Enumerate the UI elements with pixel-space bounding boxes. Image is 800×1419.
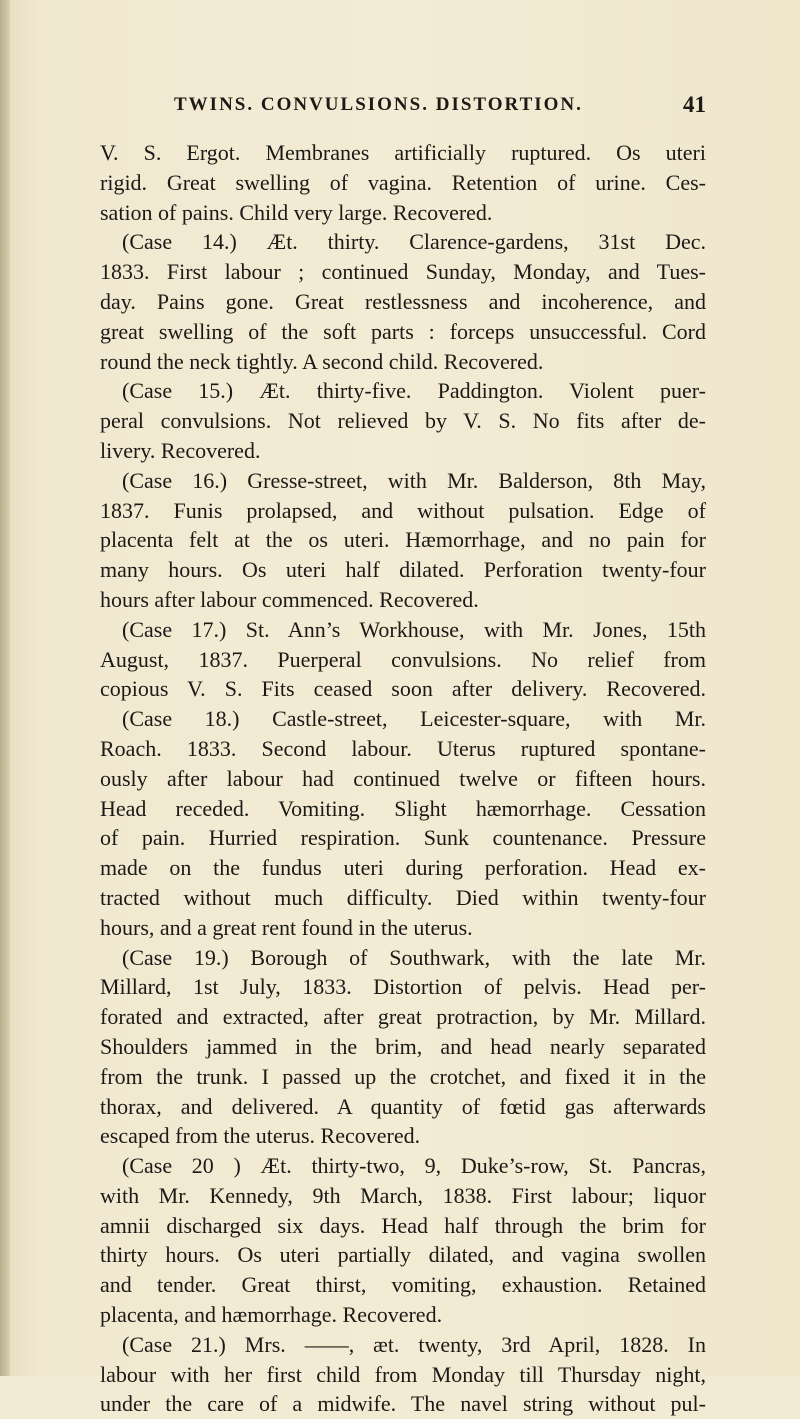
text-line: Roach. 1833. Second labour. Uterus ruptured spontane- <box>100 735 706 761</box>
text-line: copious V. S. Fits ceased soon after delivery. Recovered. <box>100 676 706 702</box>
text-line: Shoulders jammed in the brim, and head nearly separated <box>100 1033 706 1059</box>
text-line: livery. Recovered. <box>100 437 261 463</box>
text-line: (Case 17.) St. Ann’s Workhouse, with Mr. Jones, 15th <box>122 616 706 642</box>
body-text <box>100 138 706 1419</box>
text-line: (Case 21.) Mrs. ——, æt. twenty, 3rd April, 1828. In <box>122 1331 706 1357</box>
text-line: V. S. Ergot. Membranes artificially ruptured. Os uteri <box>100 140 706 165</box>
text-line: tracted without much difficulty. Died within twenty-four <box>100 884 706 910</box>
text-line: round the neck tightly. A second child. Recovered. <box>100 348 544 374</box>
text-line: hours, and a great rent found in the uterus. <box>100 914 473 940</box>
text-line: (Case 16.) Gresse-street, with Mr. Balderson, 8th May, <box>122 467 706 493</box>
text-line: escaped from the uterus. Recovered. <box>100 1123 421 1149</box>
text-line: forated and extracted, after great protraction, by Mr. Millard. <box>100 1004 706 1030</box>
text-line: with Mr. Kennedy, 9th March, 1838. First labour; liquor <box>100 1182 706 1208</box>
page-binding-edge <box>0 0 10 1376</box>
text-line: of pain. Hurried respiration. Sunk countenance. Pressure <box>100 825 706 851</box>
text-line: (Case 14.) Æt. thirty. Clarence-gardens, 31st Dec. <box>122 229 706 255</box>
text-line: from the trunk. I passed up the crotchet, and fixed it in the <box>100 1063 706 1089</box>
text-line: placenta, and hæmorrhage. Recovered. <box>100 1302 443 1328</box>
text-line: great swelling of the soft parts : forceps unsuccessful. Cord <box>100 318 706 344</box>
page-header <box>100 94 706 124</box>
text-line: sation of pains. Child very large. Recovered. <box>100 199 493 225</box>
text-line: thirty hours. Os uteri partially dilated, and vagina swollen <box>100 1242 706 1268</box>
text-line: August, 1837. Puerperal convulsions. No relief from <box>100 646 706 672</box>
text-line: rigid. Great swelling of vagina. Retention of urine. Ces- <box>100 169 706 195</box>
text-line: Millard, 1st July, 1833. Distortion of pelvis. Head per- <box>100 974 706 1000</box>
text-line: (Case 20 ) Æt. thirty-two, 9, Duke’s-row, St. Pancras, <box>122 1153 706 1179</box>
text-line: amnii discharged six days. Head half through the brim for <box>100 1212 706 1238</box>
text-line: thorax, and delivered. A quantity of fœtid gas afterwards <box>100 1093 706 1119</box>
text-line: under the care of a midwife. The navel string without pul- <box>100 1391 706 1417</box>
text-line: peral convulsions. Not relieved by V. S. No fits after de- <box>100 408 706 434</box>
text-line: ously after labour had continued twelve or fifteen hours. <box>100 765 706 791</box>
text-line: labour with her first child from Monday till Thursday night, <box>100 1361 706 1387</box>
text-line: many hours. Os uteri half dilated. Perforation twenty-four <box>100 557 706 583</box>
text-line: hours after labour commenced. Recovered. <box>100 586 479 612</box>
text-line: made on the fundus uteri during perforation. Head ex- <box>100 855 706 881</box>
text-line: (Case 18.) Castle-street, Leicester-square, with Mr. <box>122 706 706 732</box>
text-line: 1837. Funis prolapsed, and without pulsation. Edge of <box>100 497 706 523</box>
text-line: Head receded. Vomiting. Slight hæmorrhage. Cessation <box>100 795 706 821</box>
text-line: placenta felt at the os uteri. Hæmorrhage, and no pain for <box>100 527 706 553</box>
text-line: day. Pains gone. Great restlessness and incoherence, and <box>100 288 706 314</box>
text-line: 1833. First labour ; continued Sunday, Monday, and Tues- <box>100 259 706 285</box>
text-line: (Case 19.) Borough of Southwark, with the late Mr. <box>122 944 706 970</box>
text-line: (Case 15.) Æt. thirty-five. Paddington. Violent puer- <box>122 378 706 404</box>
page-number: 41 <box>683 92 706 117</box>
running-title: TWINS. CONVULSIONS. DISTORTION. <box>174 94 583 115</box>
text-line: and tender. Great thirst, vomiting, exhaustion. Retained <box>100 1272 706 1298</box>
